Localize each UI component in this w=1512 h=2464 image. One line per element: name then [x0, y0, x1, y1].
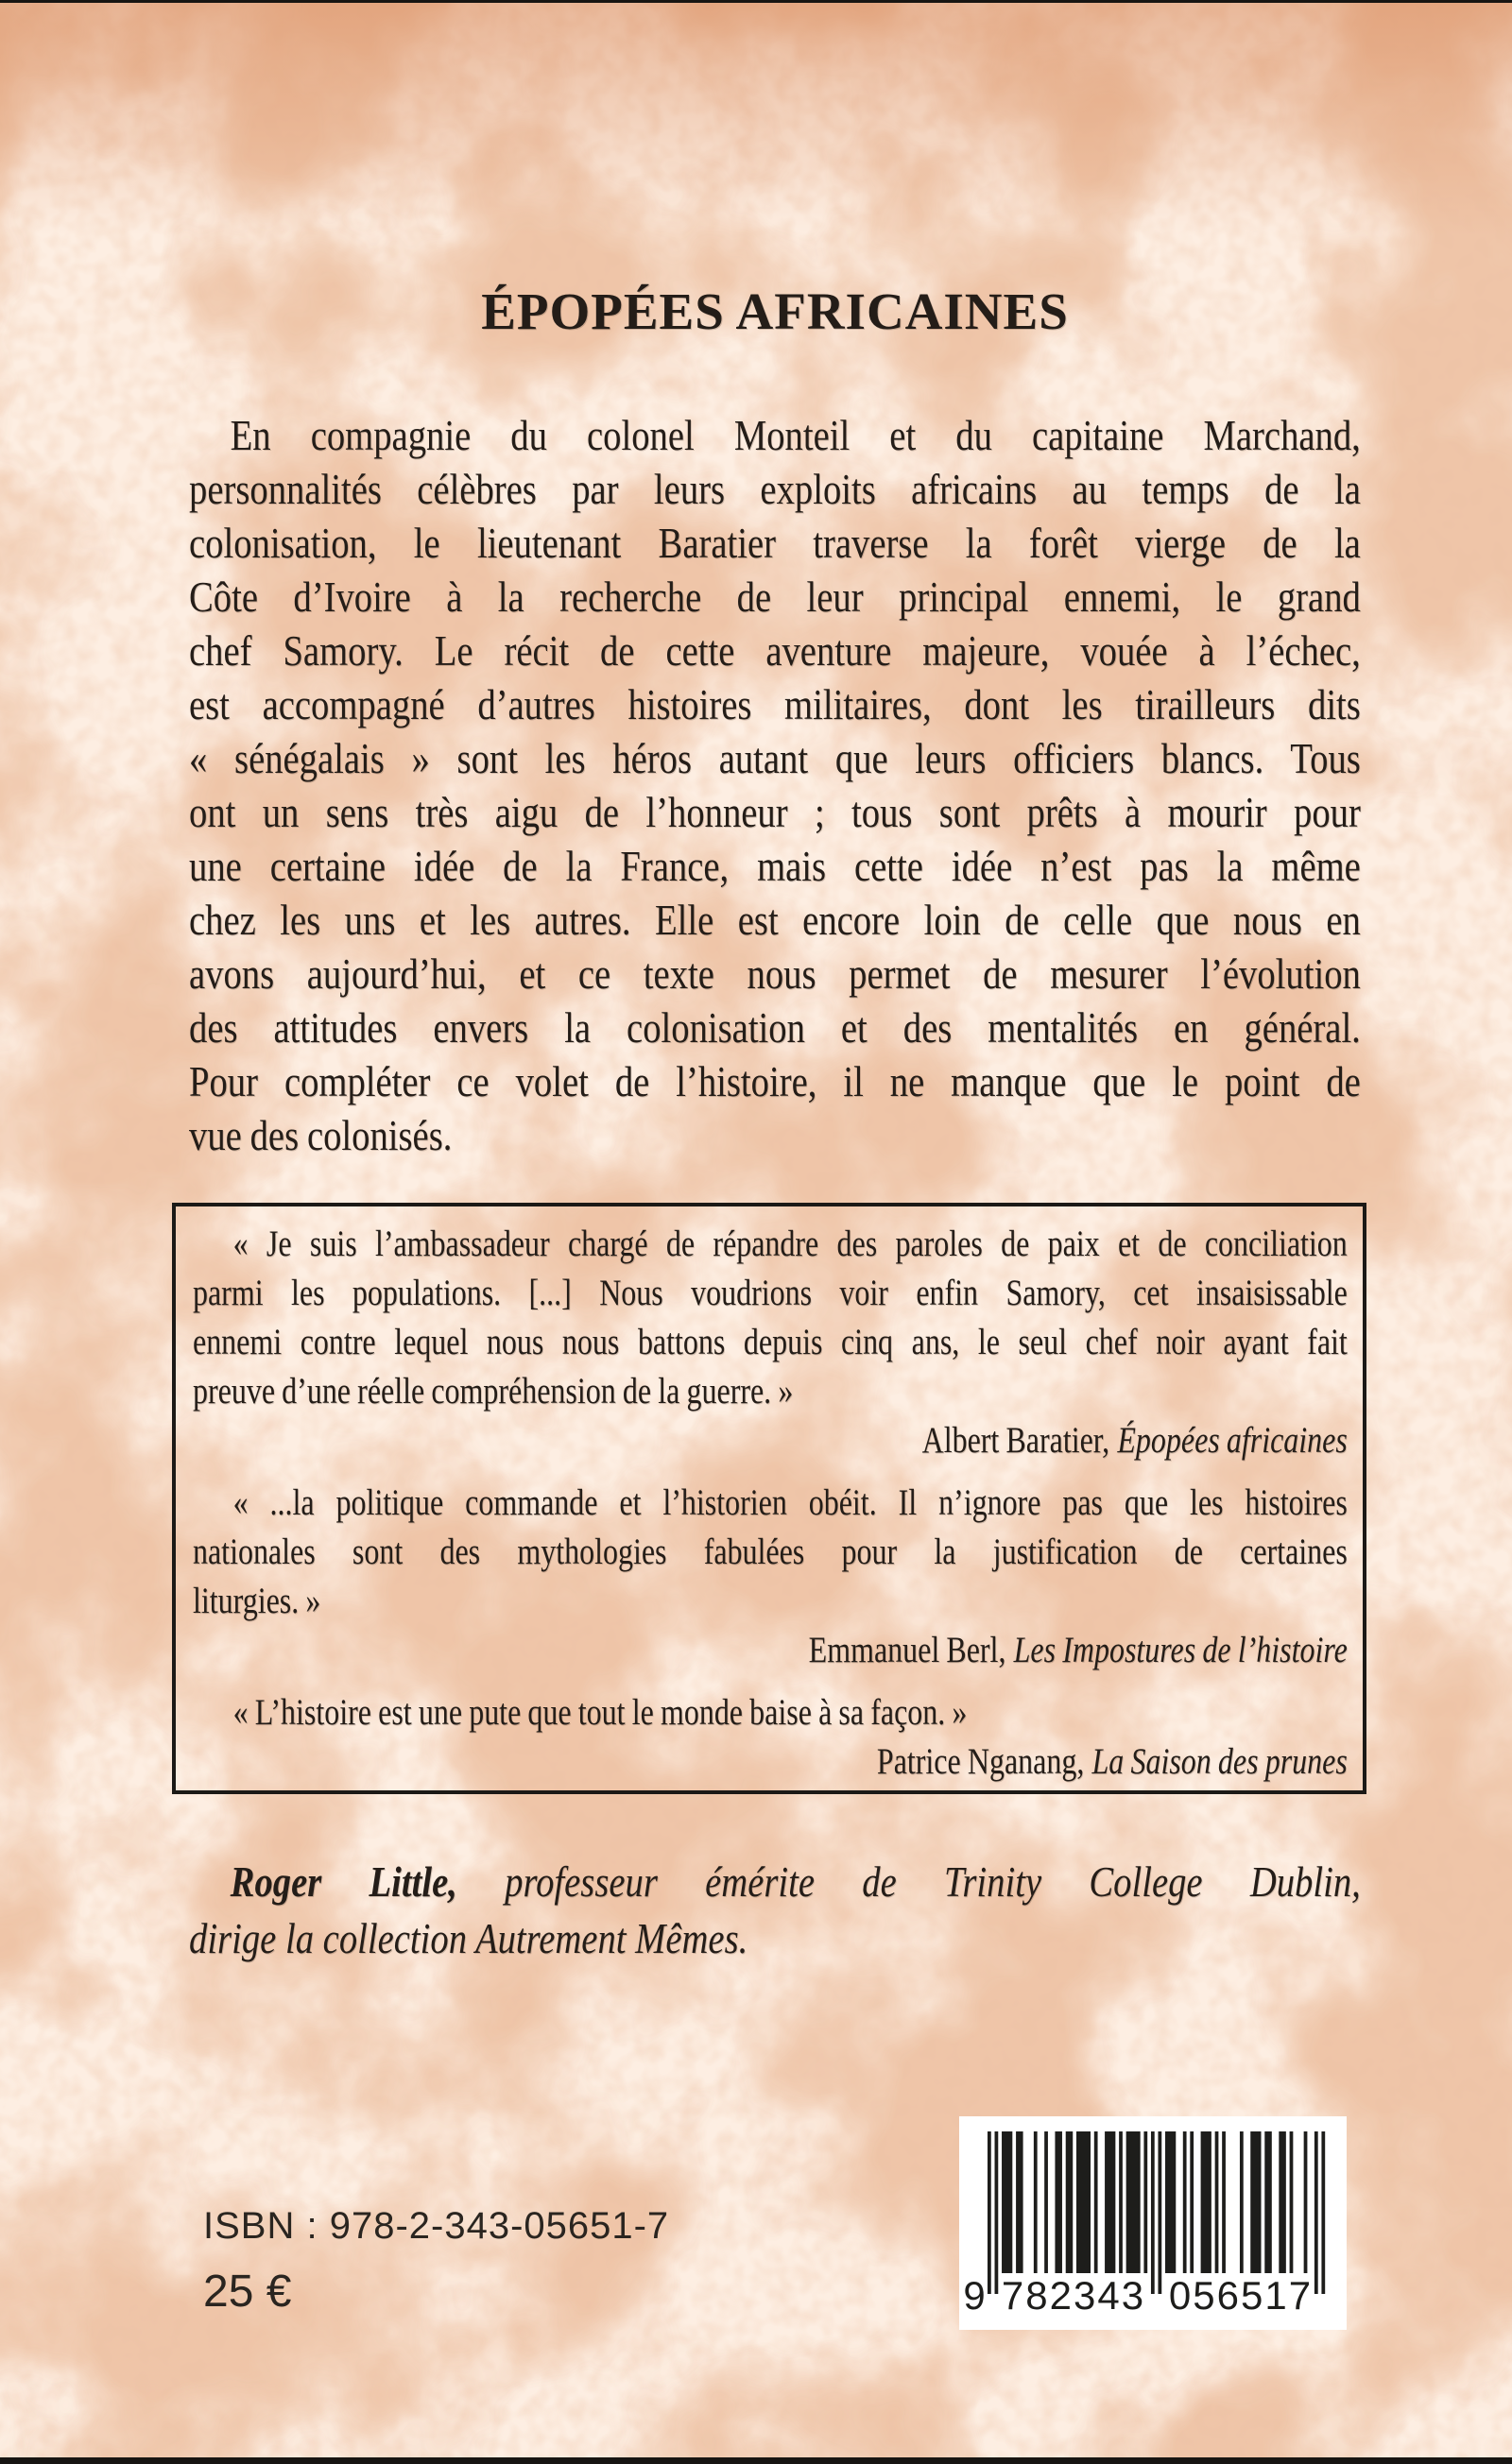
- author-title: professeur émérite de Trinity College Dublin,: [456, 1857, 1361, 1906]
- barcode-digit-first: 9: [963, 2273, 986, 2318]
- quote-line: « ...la politique commande et l’historien obéit. Il n’ignore pas que les histoires: [232, 1482, 1348, 1523]
- scan-edge-top: [0, 0, 1512, 3]
- quote-line: preuve d’une réelle compréhension de la guerre. »: [193, 1371, 794, 1412]
- synopsis-line: colonisation, le lieutenant Baratier traverse la forêt vierge de la: [189, 519, 1361, 567]
- synopsis-line: ont un sens très aigu de l’honneur ; tous sont prêts à mourir pour: [189, 788, 1361, 836]
- barcode-digits: [959, 2273, 1347, 2322]
- price-text: 25 €: [203, 2267, 292, 2317]
- quote-line: « Je suis l’ambassadeur chargé de répandre des paroles de paix et de conciliation: [232, 1223, 1348, 1264]
- synopsis-line: personnalités célèbres par leurs exploits africains au temps de la: [189, 465, 1361, 513]
- isbn-text: ISBN : 978-2-343-05651-7: [203, 2205, 670, 2247]
- quote-line: parmi les populations. [...] Nous voudrions voir enfin Samory, cet insaisissable: [193, 1273, 1348, 1313]
- synopsis-line: chef Samory. Le récit de cette aventure majeure, vouée à l’échec,: [189, 626, 1361, 675]
- synopsis-line: des attitudes envers la colonisation et des mentalités en général.: [189, 1003, 1361, 1052]
- quote-baratier: [193, 1220, 1348, 1465]
- attribution-author: Albert Baratier,: [921, 1420, 1110, 1461]
- quote-nganang: [193, 1688, 1348, 1787]
- synopsis-line: avons aujourd’hui, et ce texte nous permet de mesurer l’évolution: [189, 950, 1361, 998]
- quote-line: nationales sont des mythologies fabulées pour la justification de certaines: [193, 1531, 1348, 1572]
- synopsis-line: Côte d’Ivoire à la recherche de leur principal ennemi, le grand: [189, 573, 1361, 621]
- quote-berl: [193, 1479, 1348, 1675]
- texture-dense-top-band: [0, 0, 1512, 236]
- attribution-work: La Saison des prunes: [1091, 1741, 1348, 1782]
- attribution-work: Épopées africaines: [1117, 1420, 1348, 1461]
- synopsis-line: chez les uns et les autres. Elle est encore loin de celle que nous en: [189, 896, 1361, 944]
- attribution-author: Patrice Nganang,: [876, 1741, 1085, 1782]
- page-title: ÉPOPÉES AFRICAINES: [481, 282, 1069, 340]
- synopsis-paragraph: [189, 408, 1361, 1162]
- barcode-label: [959, 2116, 1347, 2330]
- quote-box: [172, 1203, 1366, 1794]
- quote-attribution: [193, 1737, 1348, 1787]
- quote-line: « L’histoire est une pute que tout le monde baise à sa façon. »: [232, 1692, 968, 1733]
- quote-attribution: [193, 1626, 1348, 1675]
- synopsis-line: En compagnie du colonel Monteil et du capitaine Marchand,: [230, 411, 1361, 459]
- attribution-author: Emmanuel Berl,: [808, 1630, 1006, 1670]
- scan-edge-bottom: [0, 2457, 1512, 2464]
- barcode-icon: [988, 2131, 1326, 2294]
- quote-box-content: [193, 1220, 1348, 1787]
- barcode-digits-right: 056517: [1168, 2273, 1314, 2318]
- quote-attribution: [193, 1416, 1348, 1465]
- barcode-digits-left: 782343: [1001, 2273, 1146, 2318]
- synopsis-line: Pour compléter ce volet de l’histoire, il ne manque que le point de: [189, 1057, 1361, 1105]
- synopsis-line: vue des colonisés.: [189, 1111, 453, 1159]
- attribution-work: Les Impostures de l’histoire: [1013, 1630, 1348, 1670]
- synopsis-line: est accompagné d’autres histoires militaires, dont les tirailleurs dits: [189, 680, 1361, 728]
- author-name: Roger Little,: [230, 1857, 457, 1906]
- author-note: [189, 1854, 1361, 1967]
- synopsis-line: une certaine idée de la France, mais cette idée n’est pas la même: [189, 842, 1361, 890]
- quote-line: liturgies. »: [193, 1581, 321, 1621]
- author-note-line: [189, 1854, 1361, 1910]
- author-note-line: dirige la collection Autrement Mêmes.: [189, 1914, 748, 1962]
- quote-line: ennemi contre lequel nous nous battons depuis cinq ans, le seul chef noir ayant fait: [193, 1322, 1348, 1362]
- synopsis-line: « sénégalais » sont les héros autant que leurs officiers blancs. Tous: [189, 734, 1361, 782]
